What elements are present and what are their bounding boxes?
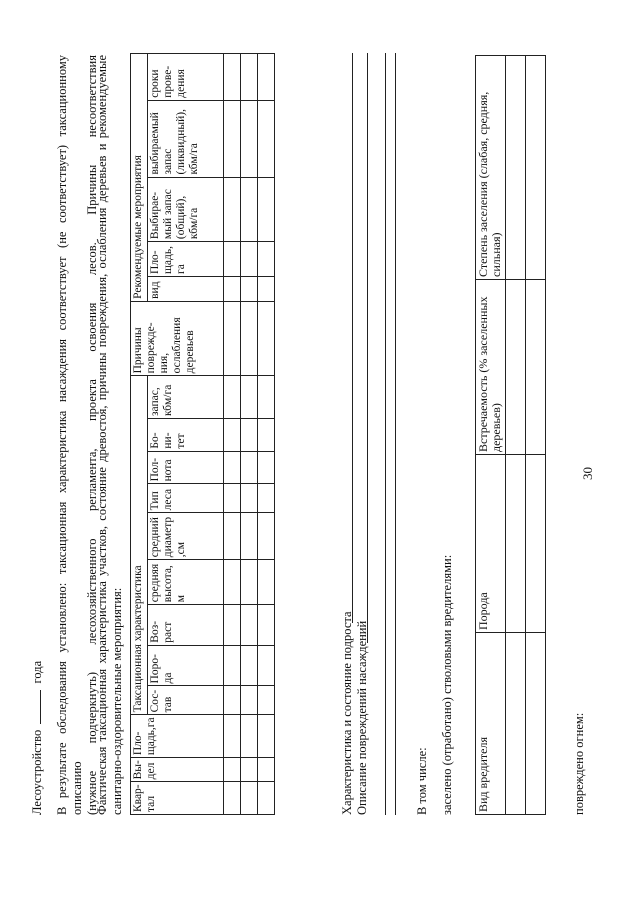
para-actual: [95, 55, 125, 815]
damage-desc-line: [367, 53, 368, 643]
forestry-year-line: [30, 661, 45, 815]
th-vstrechaemost: Встречаемость (% заселенных деревьев): [476, 280, 506, 455]
th-poroda-2: Порода: [476, 455, 506, 633]
pest-table: [475, 55, 546, 815]
th-taks-group: Таксационная характеристика: [131, 376, 148, 715]
th-polnota: Пол-нота: [148, 451, 224, 484]
taxation-table: [130, 53, 275, 815]
th-prichiny: Причины поврежде-ния, ослабления деревьев: [131, 301, 224, 375]
th-vozrast: Воз-раст: [148, 605, 224, 645]
table-row: [526, 56, 546, 815]
povrezhdeno-ognem: повреждено огнем:: [572, 712, 586, 815]
th-stepen: Степень заселения (слабая, средняя, сильная): [476, 56, 506, 280]
v-tom-chisle: В том числе:: [415, 747, 429, 815]
th-sostav: Сос-тав: [148, 686, 224, 715]
th-vysota: средняя высота, м: [148, 560, 224, 605]
th-vid-vreditelya: Вид вредителя: [476, 633, 506, 815]
podrost-label: Характеристика и состояние подроста: [340, 611, 354, 815]
th-diametr: средний диаметр ,см: [148, 513, 224, 560]
th-tip-lesa: Тип леса: [148, 484, 224, 513]
th-rek-group: Рекомендуемые мероприятия: [131, 54, 148, 302]
forestry-label: Лесоустройство: [30, 729, 44, 815]
th-kvartal: Квар-тал: [131, 782, 224, 815]
table-row: [506, 56, 526, 815]
th-zapas-likv: выбираемый запас (ликвидный), кбм/га: [148, 100, 224, 177]
para-result: [55, 55, 100, 815]
table-row: [258, 54, 275, 815]
para-actual-line1: Фактическая таксационная характеристика участков, состояние древостоя, причины повреждения, ослабления деревьев и рекомендуемые: [95, 55, 109, 815]
damage-desc-label: Описание повреждений насаждений: [355, 620, 369, 815]
th-zapas-obsh: Выбирае-мый запас (общий), кбм/га: [148, 177, 224, 242]
th-vid: вид: [148, 276, 224, 301]
para-actual-line2: санитарно-оздоровительные мероприятия:: [110, 587, 124, 815]
th-poroda: Поро-да: [148, 645, 224, 686]
blank-line-1: [385, 53, 386, 815]
th-ploshad: Пло-щадь,га: [131, 715, 224, 758]
table-row: [241, 54, 258, 815]
year-blank: [40, 690, 41, 724]
year-label: года: [30, 660, 44, 684]
th-ploshad2: Пло-щадь, га: [148, 242, 224, 277]
zaseleno-label: заселено (отработано) стволовыми вредителями:: [440, 554, 454, 815]
th-vydel: Вы-дел: [131, 758, 224, 782]
para-result-line1: В результате обследования установлено: таксационная характеристика насаждения соответствует (не соответствует) таксационному описанию: [55, 55, 84, 815]
blank-line-2: [395, 53, 396, 815]
para-result-line2: (нужное подчеркнуть) лесохозяйственного регламента, проекта освоения лесов. Причины несоответствия: [85, 55, 99, 815]
th-sroki: сроки прове-дения: [148, 54, 224, 101]
th-bonitet: Бо-ни-тет: [148, 419, 224, 452]
table-row: [224, 54, 241, 815]
podrost-line: [352, 53, 353, 623]
page-number: 30: [580, 467, 595, 480]
th-zapas: запас, кбм/га: [148, 376, 224, 419]
